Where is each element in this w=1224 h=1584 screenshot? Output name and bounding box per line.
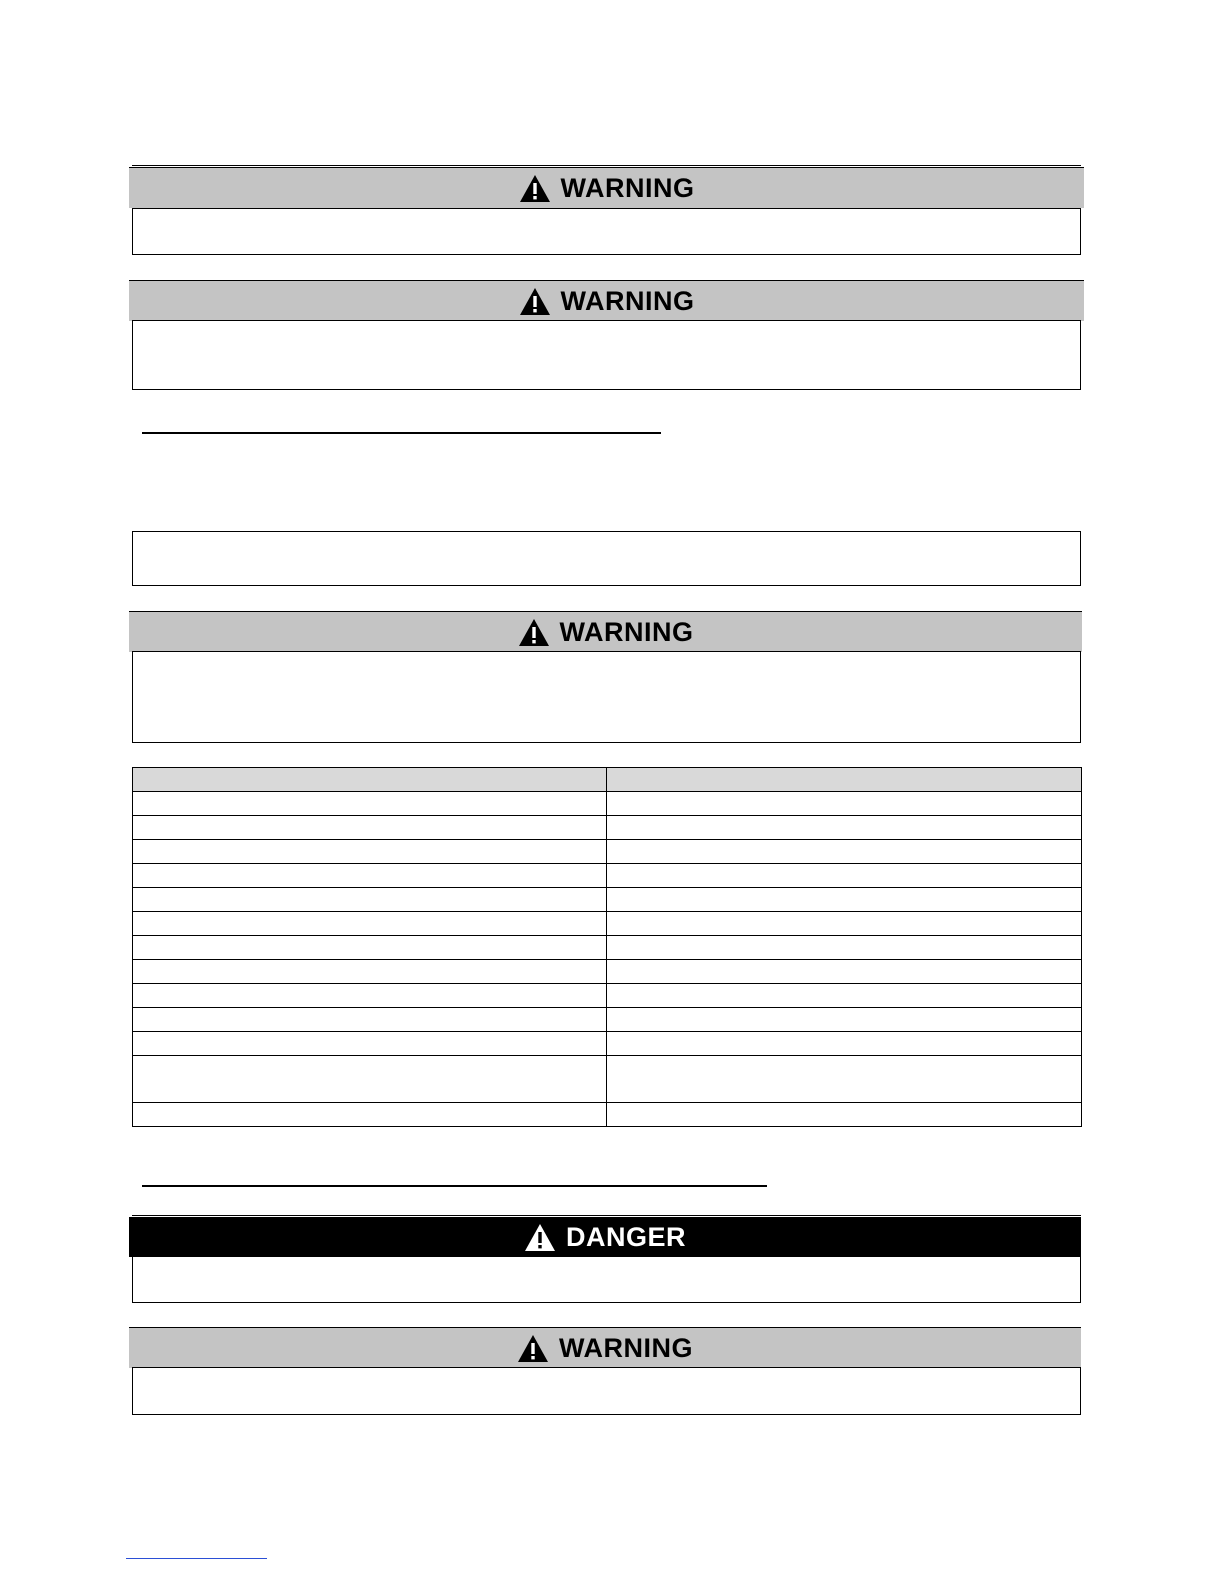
table-cell [133, 1032, 607, 1056]
table-cell [607, 1103, 1082, 1127]
warning-label: WARNING [560, 172, 695, 203]
table-cell [133, 864, 607, 888]
table-cell [133, 1056, 607, 1103]
table-row [133, 840, 1082, 864]
table-cell [607, 888, 1082, 912]
table-row [133, 1032, 1082, 1056]
table-cell [133, 888, 607, 912]
warning-header-2 [129, 280, 1084, 321]
warning-triangle-icon [519, 174, 551, 203]
table-cell [133, 960, 607, 984]
warning-triangle-icon [524, 1223, 556, 1252]
warning-header-4 [129, 1327, 1081, 1368]
table-cell [607, 1056, 1082, 1103]
table-cell [133, 792, 607, 816]
warning-body-4 [132, 1367, 1081, 1415]
section-heading-rule [142, 432, 661, 434]
table-cell [133, 1008, 607, 1032]
table-cell [133, 1103, 607, 1127]
table-header-cell [607, 768, 1082, 792]
warning-header-1 [129, 167, 1084, 208]
warning-triangle-icon [519, 287, 551, 316]
section-heading-rule [142, 1185, 767, 1187]
footer-link-underline[interactable] [126, 1558, 267, 1559]
table-row [133, 792, 1082, 816]
warning-body-3 [132, 651, 1081, 743]
table-cell [607, 936, 1082, 960]
table-row [133, 816, 1082, 840]
table-row [133, 984, 1082, 1008]
table-cell [133, 984, 607, 1008]
table-row [133, 864, 1082, 888]
table-cell [133, 912, 607, 936]
danger-header [129, 1217, 1081, 1257]
table-cell [607, 840, 1082, 864]
table-row [133, 888, 1082, 912]
table-cell [607, 816, 1082, 840]
table-row [133, 1008, 1082, 1032]
warning-triangle-icon [518, 618, 550, 647]
table-row [133, 912, 1082, 936]
note-box [132, 531, 1081, 586]
warning-body-1 [132, 208, 1081, 255]
warning-header-3 [129, 611, 1082, 652]
table-row [133, 960, 1082, 984]
warning-label: WARNING [559, 1332, 693, 1363]
table-cell [607, 792, 1082, 816]
top-rule [132, 165, 1081, 166]
danger-top-rule [132, 1215, 1081, 1216]
danger-label: DANGER [565, 1221, 686, 1252]
table-row [133, 936, 1082, 960]
warning-label: WARNING [559, 616, 694, 647]
table-cell [133, 936, 607, 960]
table-cell [607, 912, 1082, 936]
warning-triangle-icon [517, 1334, 549, 1363]
table-cell [607, 984, 1082, 1008]
danger-body [132, 1256, 1081, 1303]
warning-label: WARNING [560, 285, 695, 316]
table-header-row [133, 768, 1082, 792]
table-cell [607, 1032, 1082, 1056]
table-cell [133, 816, 607, 840]
table-row [133, 1056, 1082, 1103]
warning-body-2 [132, 320, 1081, 390]
specification-table [132, 767, 1082, 1127]
table-cell [607, 1008, 1082, 1032]
table-row [133, 1103, 1082, 1127]
table-cell [607, 960, 1082, 984]
table-cell [607, 864, 1082, 888]
table-header-cell [133, 768, 607, 792]
table-cell [133, 840, 607, 864]
